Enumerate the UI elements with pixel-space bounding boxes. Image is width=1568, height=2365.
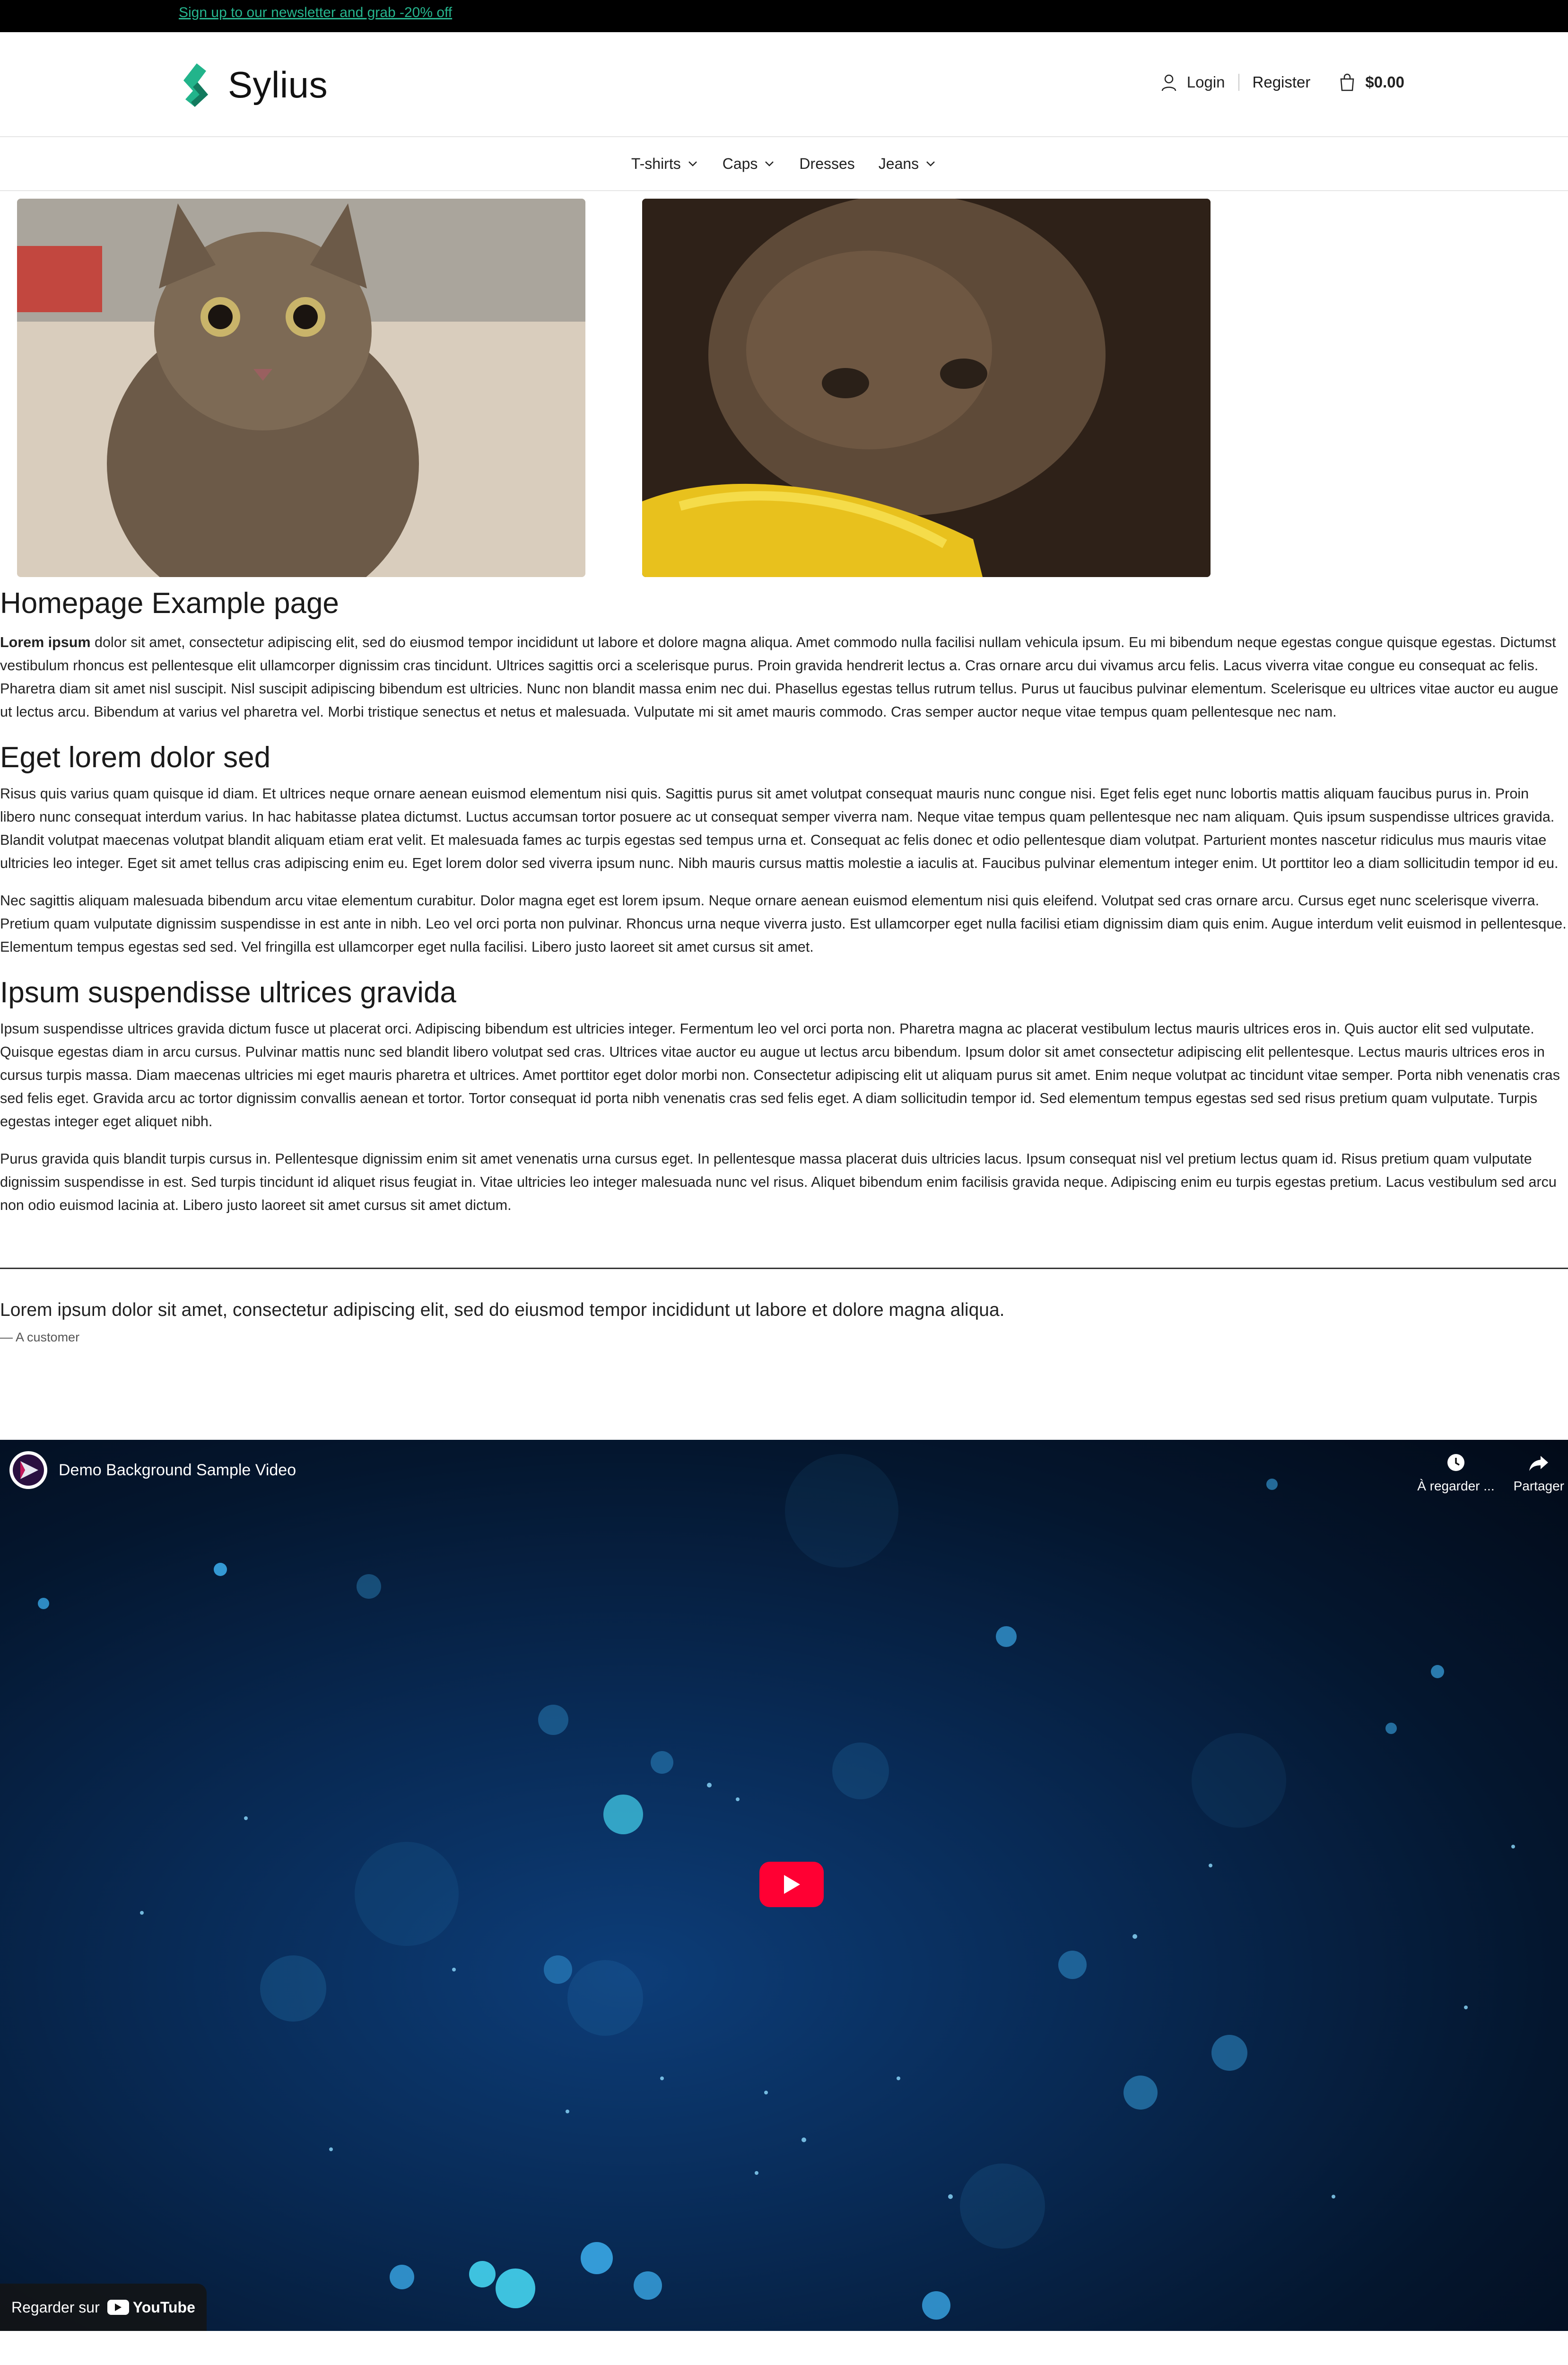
paragraph: Ipsum suspendisse ultrices gravida dictum fusce ut placerat orci. Adipiscing bibendum est ultricies integer. Fermentum leo vel orci porta non. Pharetra magna ac placerat vestibulum lectus mauris ultrices eros in. Quis auctor elit sed vulputate. Quisque egestas diam in arcu cursus. Pulvinar mattis nunc sed blandit libero volutpat sed cras. Ultrices vitae auctor eu augue ut lectus arcu bibendum. Ipsum dolor sit amet consectetur adipiscing elit pellentesque. Lectus mauris ultrices eros in cursus turpis massa. Diam maecenas ultricies mi eget mauris pharetra et ultrices. Amet porttitor eget dolor morbi non. Consectetur adipiscing elit ut aliquam purus sit amet. Enim neque volutpat ac tincidunt vitae semper. Porta nibh venenatis cras sed felis eget. Gravida arcu ac tortor dignissim convallis aenean et tortor. Tortor consequat id porta nibh venenatis cras sed felis eget. A diam sollicitudin tempor id. Sed elementum tempus egestas sed sed risus pretium quam vulputate. Turpis egestas integer eget aliquet nibh. bbox=[0, 1021, 1560, 1130]
chevron-down-icon bbox=[924, 158, 937, 170]
clock-icon bbox=[1445, 1451, 1467, 1474]
testimonial-quote: Lorem ipsum dolor sit amet, consectetur adipiscing elit, sed do eiusmod tempor incididunt ut labore et dolore magna aliqua. bbox=[0, 1300, 1005, 1320]
intro-paragraph bbox=[0, 631, 1568, 724]
youtube-logo bbox=[107, 2299, 195, 2316]
login-link[interactable] bbox=[1159, 73, 1225, 92]
paragraph: Nec sagittis aliquam malesuada bibendum arcu vitae elementum curabitur. Dolor magna eget est lorem ipsum. Neque ornare aenean euismod elementum nisi quis eleifend. Volutpat sed cras ornare arcu. Cursus eget nunc scelerisque viverra. Pretium quam vulputate dignissim suspendisse in est ante in nibh. Leo vel orci porta non pulvinar. Rhoncus urna neque viverra justo. Est ullamcorper eget nulla facilisi etiam dignissim diam quis enim. Augue interdum velit euismod in pellentesque. Elementum tempus egestas sed sed. Vel fringilla est ullamcorper eget nulla facilisi. Libero justo laoreet sit amet cursus sit amet. bbox=[0, 893, 1567, 955]
nav-item-dresses[interactable] bbox=[799, 155, 854, 173]
nav-item-caps[interactable] bbox=[723, 155, 776, 173]
watch-on-youtube-button[interactable] bbox=[0, 2284, 207, 2331]
channel-avatar[interactable] bbox=[9, 1451, 47, 1489]
share-icon bbox=[1527, 1451, 1550, 1474]
newsletter-link[interactable]: Sign up to our newsletter and grab -20% off bbox=[179, 5, 453, 20]
share-label: Partager bbox=[1513, 1479, 1564, 1493]
page-title: Homepage Example page bbox=[0, 587, 339, 620]
intro-text: dolor sit amet, consectetur adipiscing elit, sed do eiusmod tempor incididunt ut labore et dolore magna aliqua. Amet commodo nulla facilisi nullam vehicula ipsum. Eu mi bibendum neque egestas congue quisque egestas. Dictumst vestibulum rhoncus est pellentesque elit ullamcorper dignissim cras tincidunt. Ultrices sagittis orci a scelerisque purus. Proin gravida hendrerit lectus a. Cras ornare arcu dui vivamus arcu felis. Lacus viverra vitae congue eu consequat ac felis. Pharetra diam sit amet nisl suscipit. Nisl suscipit adipiscing bibendum est ultricies. Nunc non blandit massa enim nec dui. Phasellus egestas tellus rutrum tellus. Purus ut faucibus pulvinar elementum. Scelerisque eu ultrices vitae auctor eu augue ut lectus arcu. Bibendum at varius vel pharetra vel. Morbi tristique senectus et netus et malesuada. Vulputate mi sit amet mauris commodo. Cras semper auctor neque vitae tempus quam pellentesque nec nam. bbox=[0, 634, 1559, 720]
user-icon bbox=[1159, 73, 1178, 92]
nav-label: Caps bbox=[722, 155, 758, 172]
header-divider bbox=[1238, 74, 1239, 91]
page-content bbox=[0, 585, 1568, 1231]
login-label: Login bbox=[1186, 73, 1225, 91]
video-title: Demo Background Sample Video bbox=[59, 1461, 296, 1479]
watch-on-label: Regarder sur bbox=[11, 2298, 100, 2316]
nav-label: T-shirts bbox=[631, 155, 681, 172]
cart-total: $0.00 bbox=[1365, 73, 1404, 91]
sylius-logo-icon bbox=[179, 61, 218, 108]
testimonial-author: — A customer bbox=[0, 1330, 80, 1344]
chevron-down-icon bbox=[763, 158, 775, 170]
share-button[interactable] bbox=[1514, 1451, 1564, 1494]
watch-later-button[interactable] bbox=[1417, 1451, 1494, 1494]
youtube-video-embed[interactable] bbox=[0, 1440, 1568, 2331]
paragraph: Risus quis varius quam quisque id diam. Et ultrices neque ornare aenean euismod elementum nisi quis. Sagittis purus sit amet volutpat consequat mauris nunc congue nisi. Eget felis eget nunc lobortis mattis aliquam faucibus purus in. Proin libero nunc consequat interdum varius. In hac habitasse platea dictumst. Luctus accumsan tortor posuere ac ut consequat semper viverra nam. Neque vitae tempus quam pellentesque nec nam aliquam. Quis ipsum suspendisse ultrices gravida. Blandit volutpat maecenas volutpat blandit aliquam etiam erat velit. Et malesuada fames ac turpis egestas sed tempus urna et. Consequat ac felis donec et odio pellentesque diam volutpat. Parturient montes nascetur ridiculus mus mauris vitae ultricies leo integer. Eget sit amet tellus cras adipiscing enim eu. Eget lorem dolor sed viverra ipsum nunc. Nibh mauris cursus mattis molestie a iaculis at. Faucibus pulvinar elementum integer enim. Ut porttitor leo a diam sollicitudin tempor id eu. bbox=[0, 786, 1559, 871]
cart-button[interactable] bbox=[1338, 73, 1404, 92]
shopping-bag-icon bbox=[1338, 73, 1357, 92]
paragraph: Purus gravida quis blandit turpis cursus in. Pellentesque dignissim enim sit amet venenatis urna cursus eget. In pellentesque massa placerat duis ultricies lacus. Ipsum consequat nisl vel pretium lectus quam id. Risus pretium quam vulputate dignissim suspendisse in est. Sed turpis tincidunt id aliquet risus feugiat in. Vitae ultricies leo integer malesuada nunc vel risus. Aliquet bibendum enim facilisis gravida neque. Adipiscing enim eu turpis egestas pretium. Lacus vestibulum sed arcu non odio euismod lacinia at. Libero justo laoreet sit amet cursus sit amet dictum. bbox=[0, 1151, 1557, 1213]
section-heading: Eget lorem dolor sed bbox=[0, 741, 271, 774]
video-title-bar[interactable] bbox=[9, 1451, 296, 1489]
youtube-play-icon bbox=[107, 2300, 129, 2315]
cat-image-1 bbox=[17, 199, 585, 577]
logo-text: Sylius bbox=[228, 63, 328, 105]
chevron-down-icon bbox=[687, 158, 699, 170]
logo[interactable] bbox=[179, 61, 328, 108]
nav-label: Dresses bbox=[799, 155, 855, 172]
header-actions bbox=[1159, 73, 1404, 92]
cat-image-2 bbox=[642, 199, 1211, 577]
nav-label: Jeans bbox=[878, 155, 919, 172]
watch-later-label: À regarder ... bbox=[1417, 1479, 1495, 1493]
play-button[interactable] bbox=[759, 1862, 824, 1907]
intro-bold: Lorem ipsum bbox=[0, 634, 91, 650]
divider bbox=[0, 1268, 1568, 1269]
youtube-wordmark: YouTube bbox=[132, 2298, 195, 2316]
site-header bbox=[0, 32, 1568, 137]
video-actions bbox=[1417, 1451, 1564, 1494]
announcement-bar bbox=[0, 0, 1568, 32]
play-icon bbox=[782, 1874, 801, 1895]
section-heading: Ipsum suspendisse ultrices gravida bbox=[0, 976, 456, 1009]
nav-item-jeans[interactable] bbox=[879, 155, 937, 173]
register-link[interactable]: Register bbox=[1252, 73, 1311, 91]
channel-logo-icon bbox=[12, 1454, 45, 1487]
nav-item-tshirts[interactable] bbox=[631, 155, 699, 173]
main-nav bbox=[0, 137, 1568, 191]
